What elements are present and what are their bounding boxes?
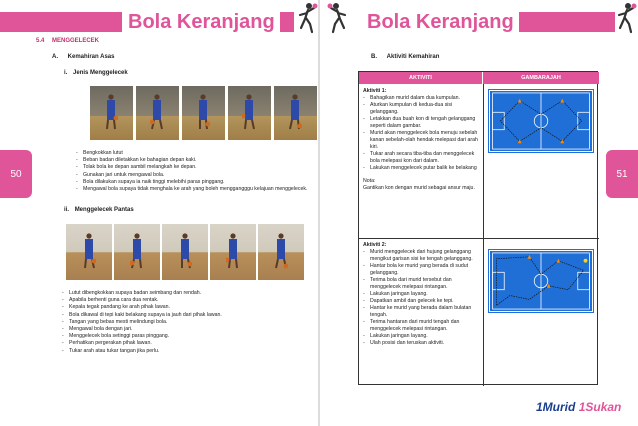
bullet-list-i — [76, 150, 308, 193]
logo-part-2: 1Sukan — [578, 400, 622, 414]
section-heading — [36, 38, 99, 44]
right-header-title: Bola Keranjang — [361, 10, 520, 34]
player-figure-icon — [196, 94, 210, 130]
subsection-heading — [52, 54, 114, 60]
list-item: - Mengawal bola dengan jari. — [62, 326, 310, 333]
list-item: - Bola dilakukan supaya ia naik tinggi melebihi paras pinggang. — [76, 179, 308, 186]
player-figure-icon — [104, 94, 118, 130]
bullet-list-ii — [62, 290, 310, 355]
list-item: - Apabila berhenti guna cara dua rentak. — [62, 297, 310, 304]
dribble-photo — [228, 86, 271, 140]
list-item: - Ulah posisi dan teruskan aktiviti. — [363, 340, 479, 347]
court-diagram-1 — [489, 90, 593, 152]
list-item: - Lakukan jaringan layang. — [363, 291, 479, 298]
activity-1-list — [363, 95, 479, 172]
item-i-label: i. — [64, 70, 68, 76]
activity-1-title: Aktiviti 1: — [363, 88, 387, 94]
list-item: - Bola dikawal di tepi kaki belakang supaya ia jauh dari pihak lawan. — [62, 312, 310, 319]
activity-2-list — [363, 249, 479, 347]
activity-1-note-label: Nota: — [363, 178, 376, 184]
list-item: - Mengawal bola supaya tidak menghala ke arah yang boleh menggangggu kelajuan menggelecek. — [76, 186, 308, 193]
list-item: - Terima bola dari murid tersebut dan menggelecek melepasi rintangan. — [363, 277, 479, 291]
item-ii-heading — [64, 207, 134, 213]
list-item: - Bengkokkan lutut — [76, 150, 308, 157]
list-item: - Aturkan kumpulan di kedua-dua sisi gelanggang. — [363, 102, 479, 116]
item-i-heading — [64, 70, 128, 76]
dribble-photo — [182, 86, 225, 140]
table-row-divider — [359, 238, 599, 239]
subsection-title: Kemahiran Asas — [67, 54, 115, 60]
section-title: MENGGELECEK — [52, 38, 100, 44]
page-number: 51 — [616, 168, 628, 180]
list-item: - Lutut dibengkokkan supaya badan seimbang dan rendah. — [62, 290, 310, 297]
table-divider — [483, 84, 484, 386]
list-item: - Kepala tegak pandang ke arah pihak lawan. — [62, 304, 310, 311]
list-item: - Tukar arah atau tukar tangan jika perlu. — [62, 348, 310, 355]
list-item: - Tangan yang bebas mesti melindungi bola. — [62, 319, 310, 326]
player-figure-icon — [288, 94, 302, 130]
program-logo — [536, 400, 621, 414]
list-item: - Perhatikan pergerakan pihak lawan. — [62, 340, 310, 347]
section-b-heading — [371, 54, 439, 60]
player-silhouette-icon — [327, 2, 349, 34]
dribble-photo — [136, 86, 179, 140]
header-bar — [519, 12, 615, 32]
col-header-activity: AKTIVITI — [359, 72, 483, 84]
logo-part-1: 1Murid — [536, 400, 576, 414]
subsection-letter: A. — [52, 54, 58, 60]
fast-dribble-photo — [258, 224, 304, 280]
player-figure-icon — [242, 94, 256, 130]
dribble-photo-strip — [90, 86, 317, 140]
page-number-tab — [0, 150, 32, 198]
list-item: - Tolak bola ke depan sambil melangkah ke depan. — [76, 164, 308, 171]
fast-dribble-photo — [210, 224, 256, 280]
fast-dribble-photo — [66, 224, 112, 280]
activity-2-cell — [363, 242, 479, 347]
activity-1-cell — [363, 88, 479, 192]
header-bar — [0, 12, 122, 32]
list-item: - Letakkan dua buah kon di tengah gelanggang seperti dalam gambar. — [363, 116, 479, 130]
player-figure-icon — [150, 94, 164, 130]
court-diagram-2 — [489, 250, 593, 312]
section-number: 5.4 — [36, 38, 45, 44]
player-figure-icon — [226, 232, 240, 270]
col-header-diagram: GAMBARAJAH — [483, 72, 599, 84]
list-item: - Lakukan jaringan layang. — [363, 333, 479, 340]
list-item: - Lakukan menggelecek putar balik ke belakang — [363, 165, 479, 172]
fast-dribble-photo — [114, 224, 160, 280]
list-item: - Hantar bola ke murid yang berada di sudut gelanggang. — [363, 263, 479, 277]
list-item: - Hantar ke murid yang berada dalam bulatan tengah. — [363, 305, 479, 319]
header-bar-end — [280, 12, 294, 32]
player-figure-icon — [82, 232, 96, 270]
list-item: - Menggelecek bola setinggi paras pinggang. — [62, 333, 310, 340]
list-item: - Gunakan jari untuk mengawal bola. — [76, 172, 308, 179]
section-b-title: Aktiviti Kemahiran — [386, 54, 440, 60]
fast-dribble-photo-strip — [66, 224, 304, 280]
item-i-title: Jenis Menggelecek — [73, 70, 128, 76]
left-header-title: Bola Keranjang — [122, 10, 281, 34]
fast-dribble-photo — [162, 224, 208, 280]
list-item: - Murid menggelecek dari hujung gelanggang mengikut garisan sisi ke tengah gelanggang. — [363, 249, 479, 263]
list-item: - Terima hantaran dari murid tengah dan menggelecek melepasi rintangan. — [363, 319, 479, 333]
activity-table — [358, 71, 598, 385]
dribble-photo — [274, 86, 317, 140]
player-silhouette-icon — [296, 2, 318, 34]
list-item: - Beban badan diletakkan ke bahagian depan kaki. — [76, 157, 308, 164]
page-number: 50 — [10, 168, 22, 180]
item-ii-label: ii. — [64, 207, 70, 213]
list-item: - Dapatkan ambil dan gelecek ke tepi. — [363, 298, 479, 305]
list-item: - Tukar arah secara tiba-tiba dan menggelecek bola melepasi kon dari dalam. — [363, 151, 479, 165]
item-ii-title: Menggelecek Pantas — [74, 207, 134, 213]
activity-1-note: Gantikan kon dengan murid sebagai ansur maju. — [363, 185, 475, 191]
player-figure-icon — [274, 232, 288, 270]
list-item: - Bahagikan murid dalam dua kumpulan. — [363, 95, 479, 102]
dribble-photo — [90, 86, 133, 140]
player-silhouette-icon — [615, 2, 637, 34]
section-b-letter: B. — [371, 54, 377, 60]
activity-2-title: Aktiviti 2: — [363, 242, 387, 248]
player-figure-icon — [130, 232, 144, 270]
player-figure-icon — [178, 232, 192, 270]
list-item: - Murid akan menggelecek bola menuju sebelah kanan sebelah-olah hendak melepasi dari arah kiri. — [363, 130, 479, 151]
page-number-tab — [606, 150, 638, 198]
